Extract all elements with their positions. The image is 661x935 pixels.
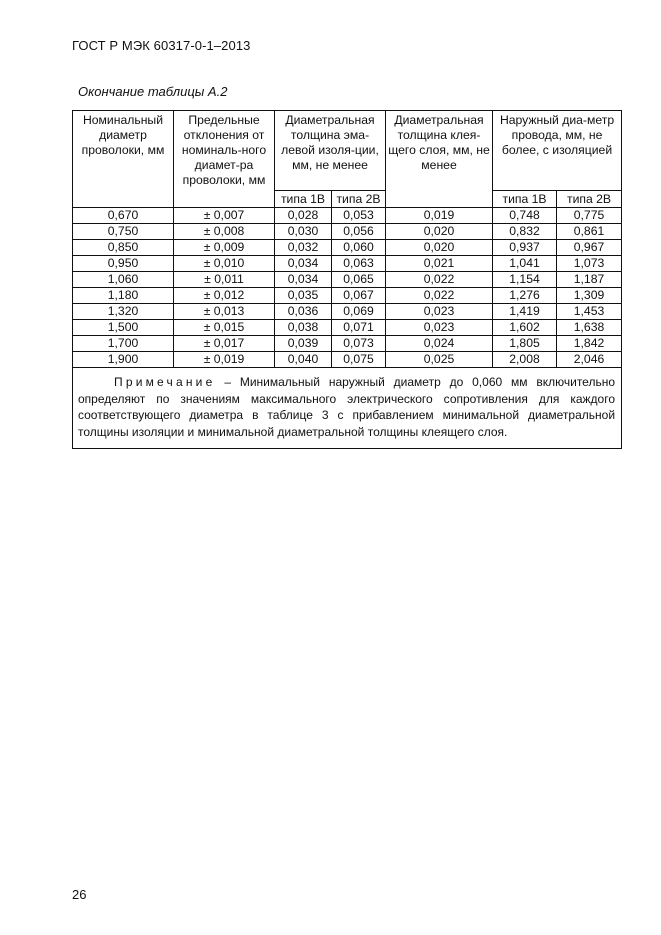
cell-enamel-1: 0,038 — [275, 320, 332, 336]
column-header-tolerance: Предельные отклонения от номиналь-ного диамет-ра проволоки, мм — [174, 111, 275, 208]
cell-adhesive: 0,023 — [386, 304, 493, 320]
cell-adhesive: 0,021 — [386, 256, 493, 272]
cell-enamel-2: 0,067 — [332, 288, 386, 304]
cell-outer-2: 2,046 — [557, 352, 622, 368]
column-header-nominal-diameter: Номинальный диаметр проволоки, мм — [73, 111, 174, 208]
cell-deviation: ± 0,009 — [174, 240, 275, 256]
cell-enamel-2: 0,073 — [332, 336, 386, 352]
table-caption: Окончание таблицы А.2 — [78, 84, 228, 99]
note-label: Примечание — [114, 375, 216, 389]
document-header: ГОСТ Р МЭК 60317-0-1–2013 — [72, 38, 251, 53]
cell-enamel-1: 0,035 — [275, 288, 332, 304]
table-row — [73, 256, 622, 272]
cell-deviation: ± 0,007 — [174, 208, 275, 224]
cell-outer-2: 0,775 — [557, 208, 622, 224]
cell-outer-1: 2,008 — [493, 352, 557, 368]
cell-deviation: ± 0,010 — [174, 256, 275, 272]
cell-outer-2: 1,453 — [557, 304, 622, 320]
cell-enamel-1: 0,034 — [275, 272, 332, 288]
cell-enamel-1: 0,030 — [275, 224, 332, 240]
cell-nominal: 1,180 — [73, 288, 174, 304]
table-note-row — [73, 368, 622, 449]
cell-outer-1: 0,832 — [493, 224, 557, 240]
cell-nominal: 1,320 — [73, 304, 174, 320]
cell-nominal: 0,950 — [73, 256, 174, 272]
subheader-enamel-type-1b: типа 1В — [275, 191, 332, 208]
cell-nominal: 1,060 — [73, 272, 174, 288]
column-header-enamel-thickness: Диаметральная толщина эма-левой изоля-ции, мм, не менее — [275, 111, 386, 191]
cell-enamel-2: 0,071 — [332, 320, 386, 336]
table-header-row — [73, 111, 622, 191]
cell-nominal: 0,750 — [73, 224, 174, 240]
cell-outer-1: 1,276 — [493, 288, 557, 304]
table-row — [73, 240, 622, 256]
table-row — [73, 320, 622, 336]
cell-nominal: 1,900 — [73, 352, 174, 368]
note-text: – Минимальный наружный диаметр до 0,060 мм включительно определяют по значениям максимального электрического сопротивления для каждого соответствующего диаметра в таблице 3 с прибавлением минимальной диаметральной толщины изоляции и минимальной диаметральной толщины клеящего слоя. — [78, 375, 616, 439]
cell-outer-2: 1,073 — [557, 256, 622, 272]
cell-adhesive: 0,022 — [386, 272, 493, 288]
cell-adhesive: 0,020 — [386, 240, 493, 256]
table-row — [73, 208, 622, 224]
cell-outer-2: 0,967 — [557, 240, 622, 256]
subheader-enamel-type-2b: типа 2В — [332, 191, 386, 208]
cell-enamel-1: 0,034 — [275, 256, 332, 272]
table-row — [73, 224, 622, 240]
cell-adhesive: 0,025 — [386, 352, 493, 368]
cell-outer-2: 1,638 — [557, 320, 622, 336]
cell-deviation: ± 0,012 — [174, 288, 275, 304]
table-row — [73, 304, 622, 320]
column-header-adhesive-thickness: Диаметральная толщина клея-щего слоя, мм, не менее — [386, 111, 493, 208]
table-row — [73, 336, 622, 352]
page-number: 26 — [72, 887, 87, 902]
cell-outer-1: 0,748 — [493, 208, 557, 224]
cell-deviation: ± 0,015 — [174, 320, 275, 336]
cell-enamel-1: 0,039 — [275, 336, 332, 352]
table-row — [73, 272, 622, 288]
cell-enamel-2: 0,065 — [332, 272, 386, 288]
cell-nominal: 0,670 — [73, 208, 174, 224]
cell-outer-2: 1,187 — [557, 272, 622, 288]
wire-dimensions-table — [72, 110, 622, 449]
subheader-outer-type-2b: типа 2В — [557, 191, 622, 208]
table-row — [73, 288, 622, 304]
cell-enamel-1: 0,028 — [275, 208, 332, 224]
subheader-outer-type-1b: типа 1В — [493, 191, 557, 208]
cell-nominal: 1,700 — [73, 336, 174, 352]
table-note — [73, 368, 622, 449]
cell-adhesive: 0,022 — [386, 288, 493, 304]
cell-adhesive: 0,024 — [386, 336, 493, 352]
cell-nominal: 1,500 — [73, 320, 174, 336]
cell-deviation: ± 0,011 — [174, 272, 275, 288]
cell-outer-1: 1,154 — [493, 272, 557, 288]
cell-enamel-2: 0,056 — [332, 224, 386, 240]
cell-enamel-2: 0,053 — [332, 208, 386, 224]
cell-outer-2: 1,842 — [557, 336, 622, 352]
cell-deviation: ± 0,017 — [174, 336, 275, 352]
cell-outer-1: 1,602 — [493, 320, 557, 336]
cell-enamel-2: 0,069 — [332, 304, 386, 320]
table-row — [73, 352, 622, 368]
cell-enamel-2: 0,063 — [332, 256, 386, 272]
cell-outer-1: 1,419 — [493, 304, 557, 320]
cell-enamel-2: 0,060 — [332, 240, 386, 256]
cell-enamel-1: 0,032 — [275, 240, 332, 256]
cell-adhesive: 0,020 — [386, 224, 493, 240]
cell-nominal: 0,850 — [73, 240, 174, 256]
cell-outer-1: 1,041 — [493, 256, 557, 272]
cell-adhesive: 0,023 — [386, 320, 493, 336]
table-body — [73, 208, 622, 368]
cell-deviation: ± 0,008 — [174, 224, 275, 240]
cell-outer-1: 1,805 — [493, 336, 557, 352]
cell-deviation: ± 0,019 — [174, 352, 275, 368]
cell-outer-1: 0,937 — [493, 240, 557, 256]
cell-outer-2: 1,309 — [557, 288, 622, 304]
cell-adhesive: 0,019 — [386, 208, 493, 224]
cell-enamel-1: 0,040 — [275, 352, 332, 368]
cell-enamel-1: 0,036 — [275, 304, 332, 320]
column-header-outer-diameter: Наружный диа-метр провода, мм, не более, с изоляцией — [493, 111, 622, 191]
cell-outer-2: 0,861 — [557, 224, 622, 240]
cell-enamel-2: 0,075 — [332, 352, 386, 368]
cell-deviation: ± 0,013 — [174, 304, 275, 320]
